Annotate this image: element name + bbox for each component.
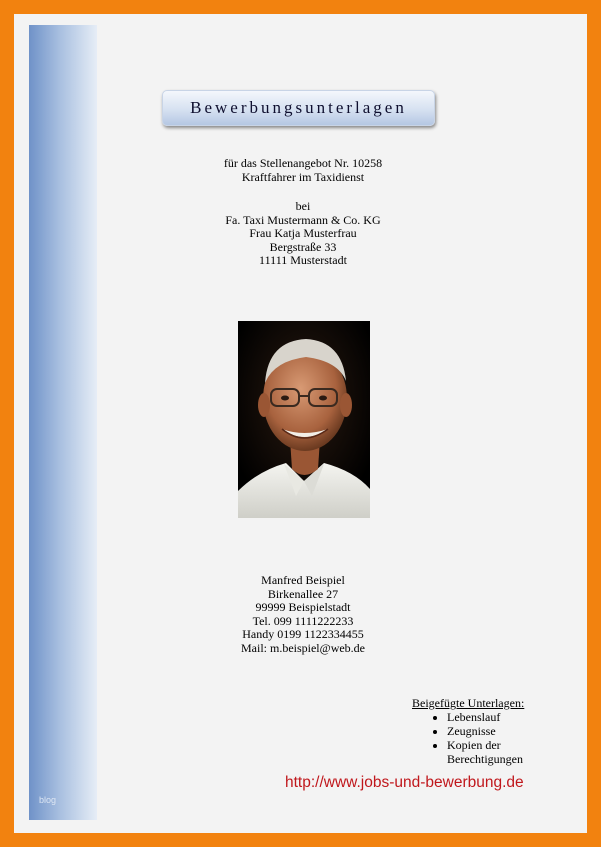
applicant-phone: Tel. 099 1111222233 [252,613,354,628]
attachments-section [412,696,537,766]
document-title: Bewerbungsunterlagen [190,98,407,117]
applicant-address-block [170,574,436,655]
recipient-company: Fa. Taxi Mustermann & Co. KG [225,212,381,227]
applicant-street: Birkenallee 27 [267,586,339,601]
attachments-heading: Beigefügte Unterlagen: [412,696,525,710]
portrait-illustration [238,321,370,518]
watermark-text: blog [39,795,57,805]
blue-gradient-sidebar [29,25,97,820]
job-position: Kraftfahrer im Taxidienst [241,169,365,184]
attachment-item: • Kopien der Berechtigungen [447,738,537,766]
attachments-list [412,710,537,766]
recipient-contact: Frau Katja Musterfrau [249,226,357,240]
website-link[interactable]: http://www.jobs-und-bewerbung.de [285,774,524,791]
attachment-item: • Zeugnisse [447,724,537,738]
applicant-city: 99999 Beispielstadt [255,600,351,614]
attachment-item: • Lebenslauf [447,710,537,724]
title-banner [162,90,435,126]
recipient-city: 11111 Musterstadt [259,253,347,267]
applicant-mobile: Handy 0199 1122334455 [242,627,364,641]
applicant-name: Manfred Beispiel [261,573,345,587]
recipient-street: Bergstraße 33 [269,239,337,254]
job-reference-block [170,157,436,184]
applicant-photo [238,321,370,518]
recipient-intro: bei [295,199,311,213]
job-offer-number: für das Stellenangebot Nr. 10258 [223,156,383,170]
recipient-address-block [170,200,436,268]
applicant-email: Mail: m.beispiel@web.de [240,640,366,655]
